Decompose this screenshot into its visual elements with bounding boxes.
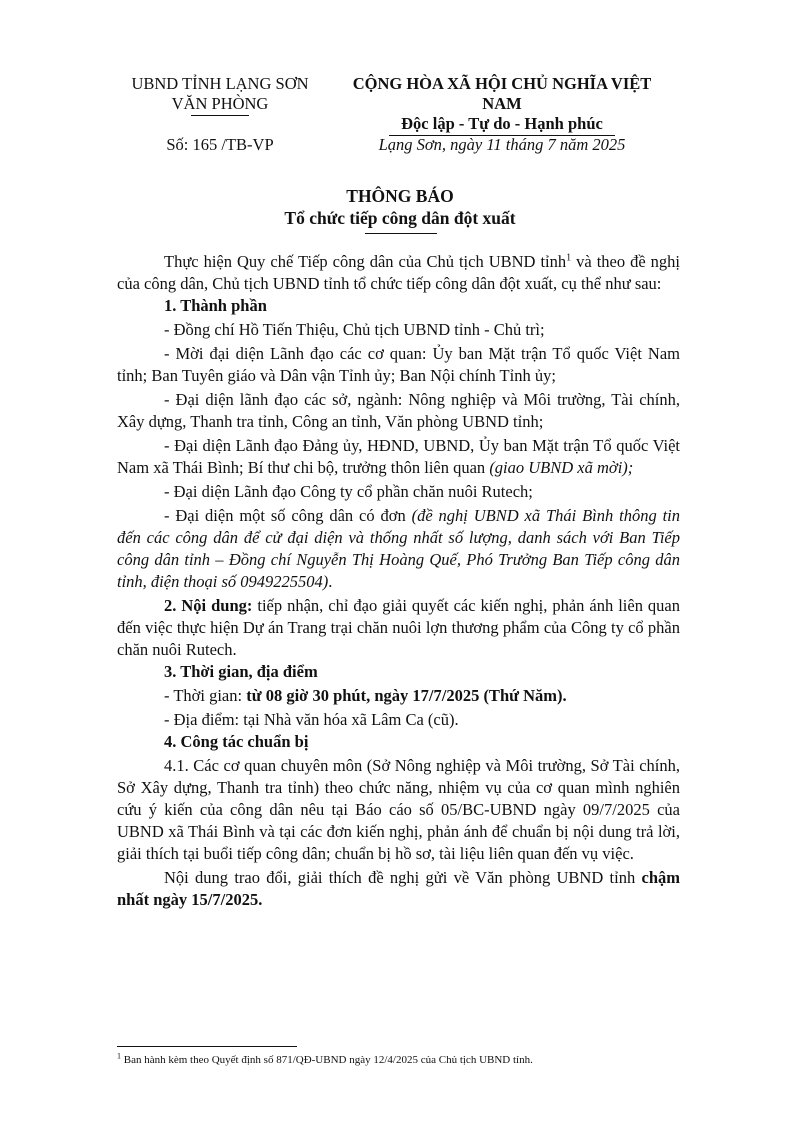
footnote-separator [117, 1046, 297, 1047]
time-value: từ 08 giờ 30 phút, ngày 17/7/2025 (Thứ Năm). [246, 686, 567, 705]
place-and-date: Lạng Sơn, ngày 11 tháng 7 năm 2025 [378, 135, 626, 154]
section1-item: - Đại diện lãnh đạo các sở, ngành: Nông nghiệp và Môi trường, Tài chính, Xây dựng, Thanh tra tỉnh, Công an tỉnh, Văn phòng UBND tỉnh; [117, 390, 680, 431]
office-name: VĂN PHÒNG [171, 94, 269, 113]
footnote [117, 1053, 680, 1067]
agency-name: UBND TỈNH LẠNG SƠN [131, 74, 309, 93]
intro-text: Thực hiện Quy chế Tiếp công dân của Chủ tịch UBND tỉnh [164, 252, 567, 271]
title-underline [365, 233, 437, 234]
national-motto: Độc lập - Tự do - Hạnh phúc [401, 114, 603, 133]
section3-time [117, 685, 680, 707]
document-number: Số: 165 /TB-VP [166, 135, 274, 154]
section2-paragraph [117, 595, 680, 661]
intro-paragraph [117, 251, 680, 295]
time-label: - Thời gian: [164, 686, 247, 705]
para2-text: Nội dung trao đổi, giải thích đề nghị gửi về Văn phòng UBND tỉnh [164, 868, 642, 887]
document-title [140, 185, 660, 229]
document-body [117, 251, 680, 911]
section1-item: - Đại diện Lãnh đạo Công ty cổ phần chăn nuôi Rutech; [164, 482, 533, 501]
para2-deadline: chậm nhất ngày 15/7/2025. [117, 868, 680, 909]
intro-text-cont: và theo đề nghị của công dân, Chủ tịch UBND tỉnh tổ chức tiếp công dân đột xuất, cụ thể như sau: [117, 252, 681, 293]
title-subject: Tổ chức tiếp công dân đột xuất [284, 208, 516, 228]
title-main: THÔNG BÁO [346, 186, 454, 206]
section3-heading: 3. Thời gian, địa điểm [164, 662, 318, 681]
section2-heading: 2. Nội dung: [164, 596, 253, 615]
section4-heading: 4. Công tác chuẩn bị [164, 732, 309, 751]
section1-item: - Đồng chí Hồ Tiến Thiệu, Chủ tịch UBND tỉnh - Chủ trì; [164, 320, 545, 339]
section1-item [117, 435, 680, 479]
national-heading [336, 74, 668, 136]
footnote-ref[interactable]: 1 [566, 252, 572, 264]
item4-text: - Đại diện Lãnh đạo Đảng ủy, HĐND, UBND, Ủy ban Mặt trận Tổ quốc Việt Nam xã Thái Bình; Bí thư chi bộ, trưởng thôn liên quan [117, 436, 680, 477]
item6-end: . [328, 572, 333, 591]
section2-text: tiếp nhận, chỉ đạo giải quyết các kiến nghị, phản ánh liên quan đến việc thực hiện Dự án Trang trại chăn nuôi lợn thương phẩm của Công ty cổ phần chăn nuôi Rutech. [117, 596, 681, 659]
section4-para1: 4.1. Các cơ quan chuyên môn (Sở Nông nghiệp và Môi trường, Sở Tài chính, Sở Xây dựng, Thanh tra tỉnh) theo chức năng, nhiệm vụ của cơ quan mình nghiên cứu ý kiến của công dân nêu tại Báo cáo số 05/BC-UBND ngày 09/7/2025 của UBND xã Thái Bình và tại các đơn kiến nghị, phản ánh để chuẩn bị nội dung trả lời, giải thích tại buổi tiếp công dân; chuẩn bị hồ sơ, tài liệu liên quan đến vụ việc. [117, 756, 680, 863]
item4-note: (giao UBND xã mời); [489, 458, 634, 477]
item6-text: - Đại diện một số công dân có đơn [164, 506, 412, 525]
footnote-mark: 1 [117, 1051, 121, 1061]
section4-para2 [117, 867, 680, 911]
section1-item: - Mời đại diện Lãnh đạo các cơ quan: Ủy ban Mặt trận Tổ quốc Việt Nam tỉnh; Ban Tuyên giáo và Dân vận Tỉnh ủy; Ban Nội chính Tỉnh ủy; [117, 344, 680, 385]
section1-item [117, 505, 680, 593]
section3-place: - Địa điểm: tại Nhà văn hóa xã Lâm Ca (cũ). [164, 710, 459, 729]
item6-note: (đề nghị UBND xã Thái Bình thông tin đến các công dân để cử đại diện và thống nhất số lượng, danh sách với Ban Tiếp công dân tỉnh – Đồng chí Nguyễn Thị Hoàng Quế, Phó Trưởng Ban Tiếp công dân tỉnh, điện thoại số 0949225504) [117, 506, 680, 591]
section1-heading: 1. Thành phần [164, 296, 267, 315]
footnote-text: Ban hành kèm theo Quyết định số 871/QĐ-UBND ngày 12/4/2025 của Chủ tịch UBND tỉnh. [121, 1054, 533, 1066]
issuing-agency [112, 74, 328, 116]
national-name: CỘNG HÒA XÃ HỘI CHỦ NGHĨA VIỆT NAM [352, 74, 652, 113]
agency-underline [191, 115, 249, 116]
